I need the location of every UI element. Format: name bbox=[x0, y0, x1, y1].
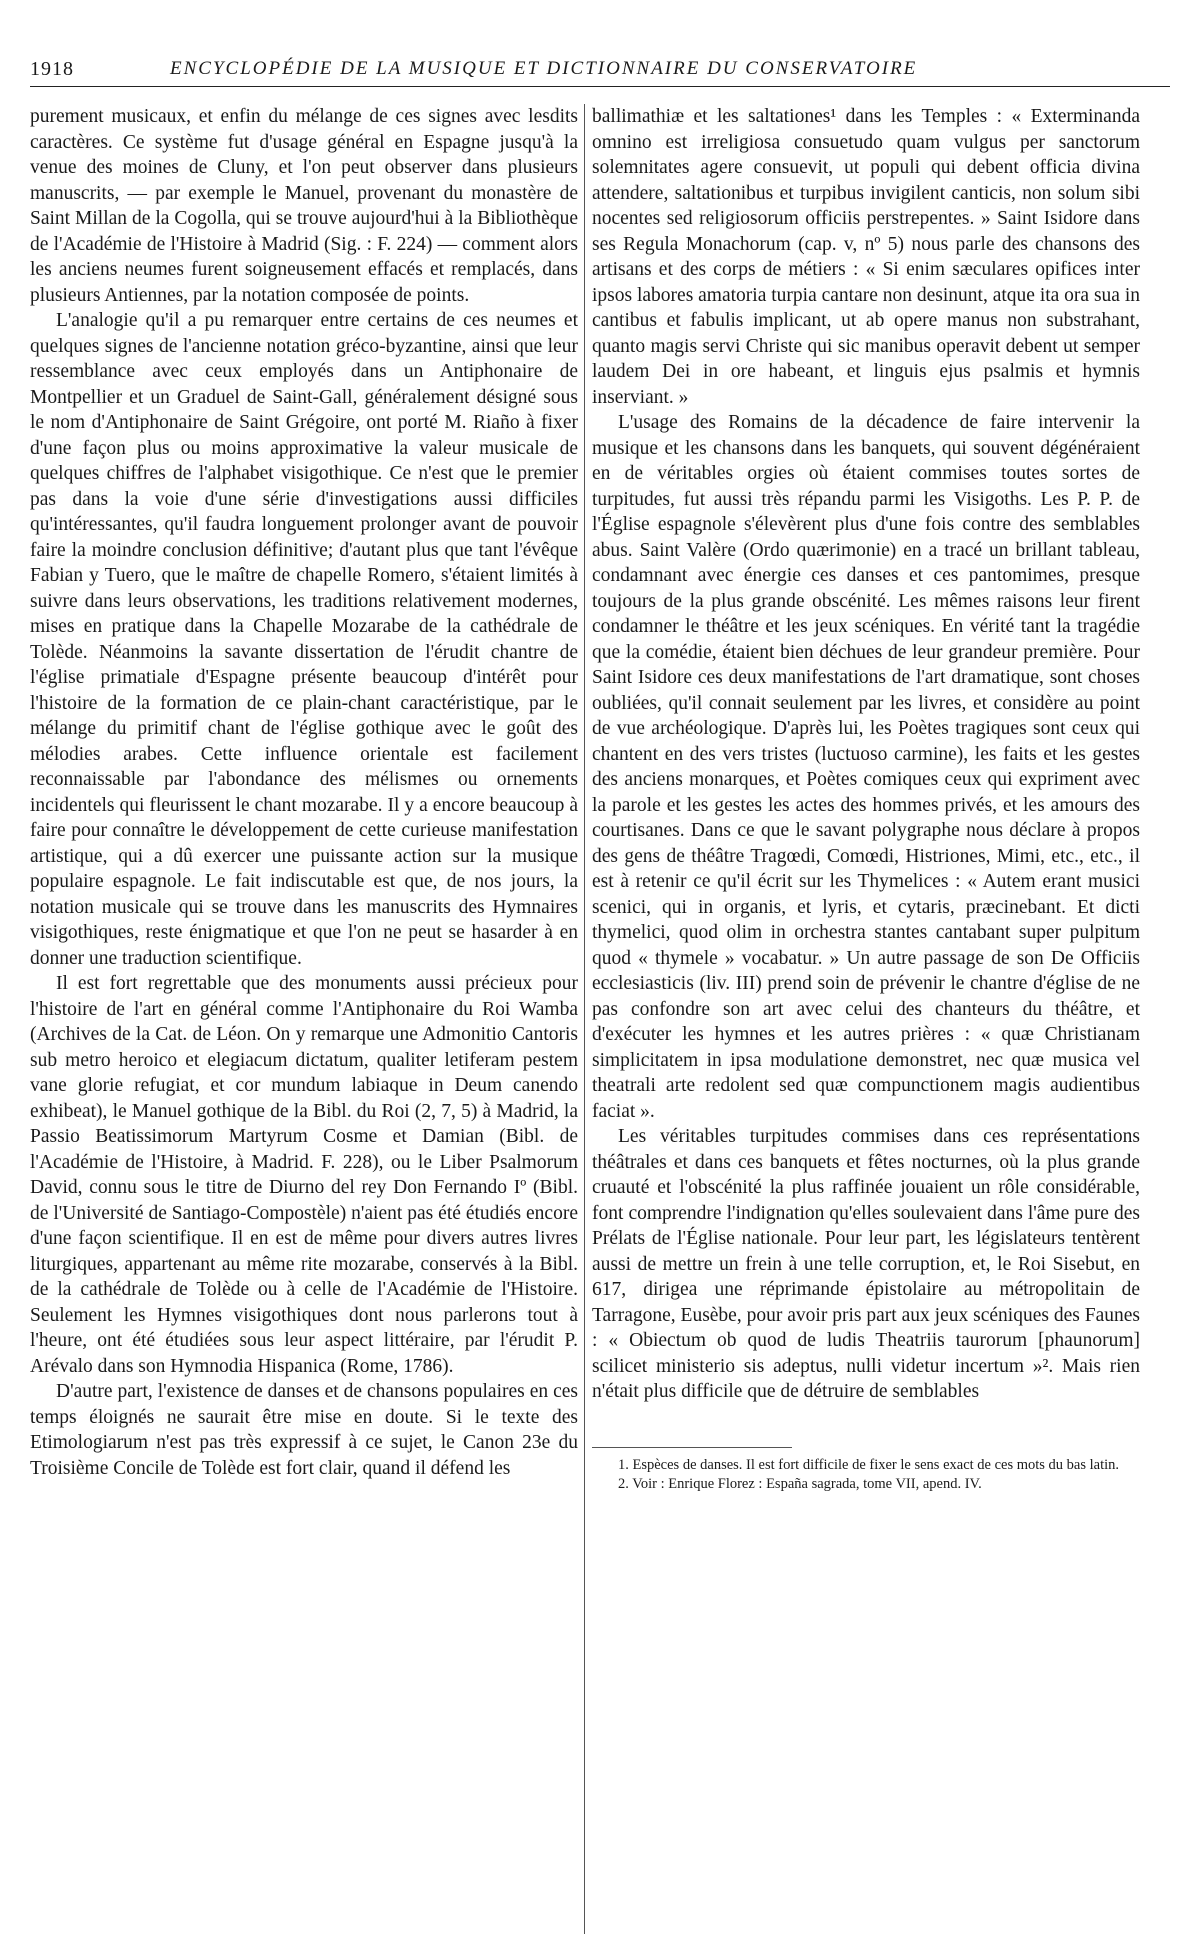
paragraph: D'autre part, l'existence de danses et de chansons populaires en ces temps éloignés ne saurait être mise en doute. Si le texte des Etimologiarum n'est pas très expressif à ce sujet, le Canon 23e du Troisième Concile de Tolède est fort clair, quand il défend les bbox=[30, 1381, 578, 1479]
footnotes bbox=[592, 1456, 1140, 1494]
running-title: ENCYCLOPÉDIE DE LA MUSIQUE ET DICTIONNAIRE DU CONSERVATOIRE bbox=[170, 58, 918, 79]
paragraph: purement musicaux, et enfin du mélange de ces signes avec lesdits caractères. Ce système fut d'usage général en Espagne jusqu'à la venue des moines de Cluny, et l'on peut observer dans plusieurs manuscrits, — par exemple le Manuel, provenant du monastère de Saint Millan de la Cogolla, qui se trouve aujourd'hui à la Bibliothèque de l'Académie de l'Histoire à Madrid (Sig. : F. 224) — comment alors les anciens neumes furent soigneusement effacés et remplacés, dans plusieurs Antiennes, par la notation composée de points. bbox=[30, 106, 578, 306]
page-number: 1918 bbox=[30, 58, 74, 80]
paragraph: Il est fort regrettable que des monuments aussi précieux pour l'histoire de l'art en général comme l'Antiphonaire du Roi Wamba (Archives de la Cat. de Léon. On y remarque une Admonitio Cantoris sub metro heroico et elegiacum dictatum, qualiter letiferam pestem vane glorie refugiat, et cor mundum labiaque in Deum canendo exhibeat), le Manuel gothique de la Bibl. du Roi (2, 7, 5) à Madrid, la Passio Beatissimorum Martyrum Cosme et Damian (Bibl. de l'Académie de l'Histoire, à Madrid. F. 228), ou le Liber Psalmorum David, connu sous le titre de Diurno del rey Don Fernando Iº (Bibl. de l'Université de Santiago-Compostèle) n'aient pas été étudiés encore d'une façon scientifique. Il en est de même pour divers autres livres liturgiques, appartenant au même rite mozarabe, conservés à la Bibl. de la cathédrale de Tolède ou à celle de l'Académie de l'Histoire. Seulement les Hymnes visigothiques dont nous parlerons tout à l'heure, ont été étudiées sous leur aspect littéraire, par l'érudit P. Arévalo dans son Hymnodia Hispanica (Rome, 1786). bbox=[30, 973, 578, 1377]
left-column bbox=[30, 104, 578, 1481]
footnote: 1. Espèces de danses. Il est fort difficile de fixer le sens exact de ces mots du bas latin. bbox=[618, 1456, 1120, 1473]
paragraph: ballimathiæ et les saltationes¹ dans les Temples : « Exterminanda omnino est irreligiosa consuetudo quam vulgus per sanctorum solemnitates agere consuevit, ut populi qui debent officia divina attendere, saltationibus et turpibus invigilent canticis, non solum sibi nocentes sed religiosorum officiis perstrepentes. » Saint Isidore dans ses Regula Monachorum (cap. v, nº 5) nous parle des chansons des artisans et des corps de métiers : « Si enim sæculares opifices inter ipsos labores amatoria turpia cantare non desinunt, atque ita ora sua in cantibus et fabulis implicant, ut ab opere manus non substrahant, quanto magis servi Christe qui sic manibus operavit debent ut semper laudem Dei in ore habeant, et linguis ejus psalmis et hymnis inserviant. » bbox=[592, 106, 1140, 408]
footnote: 2. Voir : Enrique Florez : España sagrada, tome VII, apend. IV. bbox=[618, 1475, 982, 1492]
column-divider bbox=[584, 104, 585, 1934]
paragraph: L'usage des Romains de la décadence de faire intervenir la musique et les chansons dans les banquets, qui souvent dégénéraient en de véritables orgies où étaient commises toutes sortes de turpitudes, fut aussi très répandu parmi les Visigoths. Les P. P. de l'Église espagnole s'élevèrent plus d'une fois contre des semblables abus. Saint Valère (Ordo quærimonie) en a tracé un brillant tableau, condamnant avec énergie ces danses et ces pantomimes, presque toujours de la plus grande obscénité. Les mêmes raisons leur firent condamner le théâtre et les jeux scéniques. En vérité tant la tragédie que la comédie, étaient bien déchues de leur grandeur première. Pour Saint Isidore ces deux manifestations de l'art dramatique, sont choses oubliées, qu'il connait seulement par les livres, et considère au point de vue archéologique. D'après lui, les Poètes tragiques sont ceux qui chantent en des vers tristes (luctuoso carmine), les faits et les gestes des anciens monarques, et Poètes comiques ceux qui expriment avec la parole et les gestes les actes des hommes privés, et les amours des courtisanes. Dans ce que le savant polygraphe nous déclare à propos des gens de théâtre Tragœdi, Comœdi, Histriones, Mimi, etc., etc., il est à retenir ce qu'il écrit sur les Thymelices : « Autem erant musici scenici, qui in organis, et lyris, et cytaris, præcinebant. Et dicti thymelici, quod olim in orchestra stantes cantabant super pulpitum quod « thymele » vocabatur. » Un autre passage de son De Officiis ecclesiasticis (liv. III) prend soin de prévenir le chantre d'église de ne pas confondre son art avec celui des chanteurs du théâtre, et d'exécuter les hymnes et les autres prières : « quæ Christianam simplicitatem in ipsa modulatione demonstret, nec quæ musica vel theatrali arte redolent sed quæ compunctionem magis audientibus faciat ». bbox=[592, 412, 1140, 1122]
footnote-rule bbox=[592, 1447, 792, 1448]
running-header bbox=[30, 56, 1170, 87]
right-column bbox=[592, 104, 1140, 1494]
paragraph: L'analogie qu'il a pu remarquer entre certains de ces neumes et quelques signes de l'ancienne notation gréco-byzantine, ainsi que leur ressemblance avec ceux employés dans un Antiphonaire de Montpellier et un Graduel de Saint-Gall, généralement désigné sous le nom d'Antiphonaire de Saint Grégoire, ont porté M. Riaño à fixer d'une façon plus ou moins approximative la valeur musicale de quelques chiffres de l'alphabet visigothique. Ce n'est que le premier pas dans la voie d'une série d'investigations aussi difficiles qu'intéressantes, qu'il faudra longuement prolonger avant de pouvoir faire la moindre conclusion définitive; d'autant plus que tant l'évêque Fabian y Tuero, que le maître de chapelle Romero, s'étaient limités à suivre dans leurs observations, les traditions relativement modernes, mises en pratique dans la Chapelle Mozarabe de la cathédrale de Tolède. Néanmoins la savante dissertation de l'érudit chantre de l'église primatiale d'Espagne présente beaucoup d'intérêt pour l'histoire de la formation de ce plain-chant caractéristique, par le mélange du primitif chant de l'église gothique avec le goût des mélodies arabes. Cette influence orientale est facilement reconnaissable par l'abondance des mélismes ou ornements incidentels qui fleurissent le chant mozarabe. Il y a encore beaucoup à faire pour connaître le développement de cette curieuse manifestation artistique, qui a dû exercer une puissante action sur la musique populaire espagnole. Le fait indiscutable est que, de nos jours, la notation musicale qui se trouve dans les manuscrits des Hymnaires visigothiques, reste énigmatique et que l'on ne peut se hasarder à en donner une traduction scientifique. bbox=[30, 310, 578, 969]
paragraph: Les véritables turpitudes commises dans ces représentations théâtrales et dans ces banquets et fêtes nocturnes, où la plus grande cruauté et l'obscénité la plus raffinée jouaient un rôle considérable, font comprendre l'indignation qu'elles soulevaient dans l'âme pure des Prélats de l'Église nationale. Pour leur part, les législateurs tentèrent aussi de mettre un frein à une telle corruption, et, le Roi Sisebut, en 617, dirigea une réprimande épistolaire au métropolitain de Tarragone, Eusèbe, pour avoir pris part aux jeux scéniques des Faunes : « Obiectum ob quod de ludis Theatriis taurorum [phaunorum] scilicet ministerio sis adeptus, nulli videtur incertum »². Mais rien n'était plus difficile que de détruire de semblables bbox=[592, 1126, 1140, 1402]
